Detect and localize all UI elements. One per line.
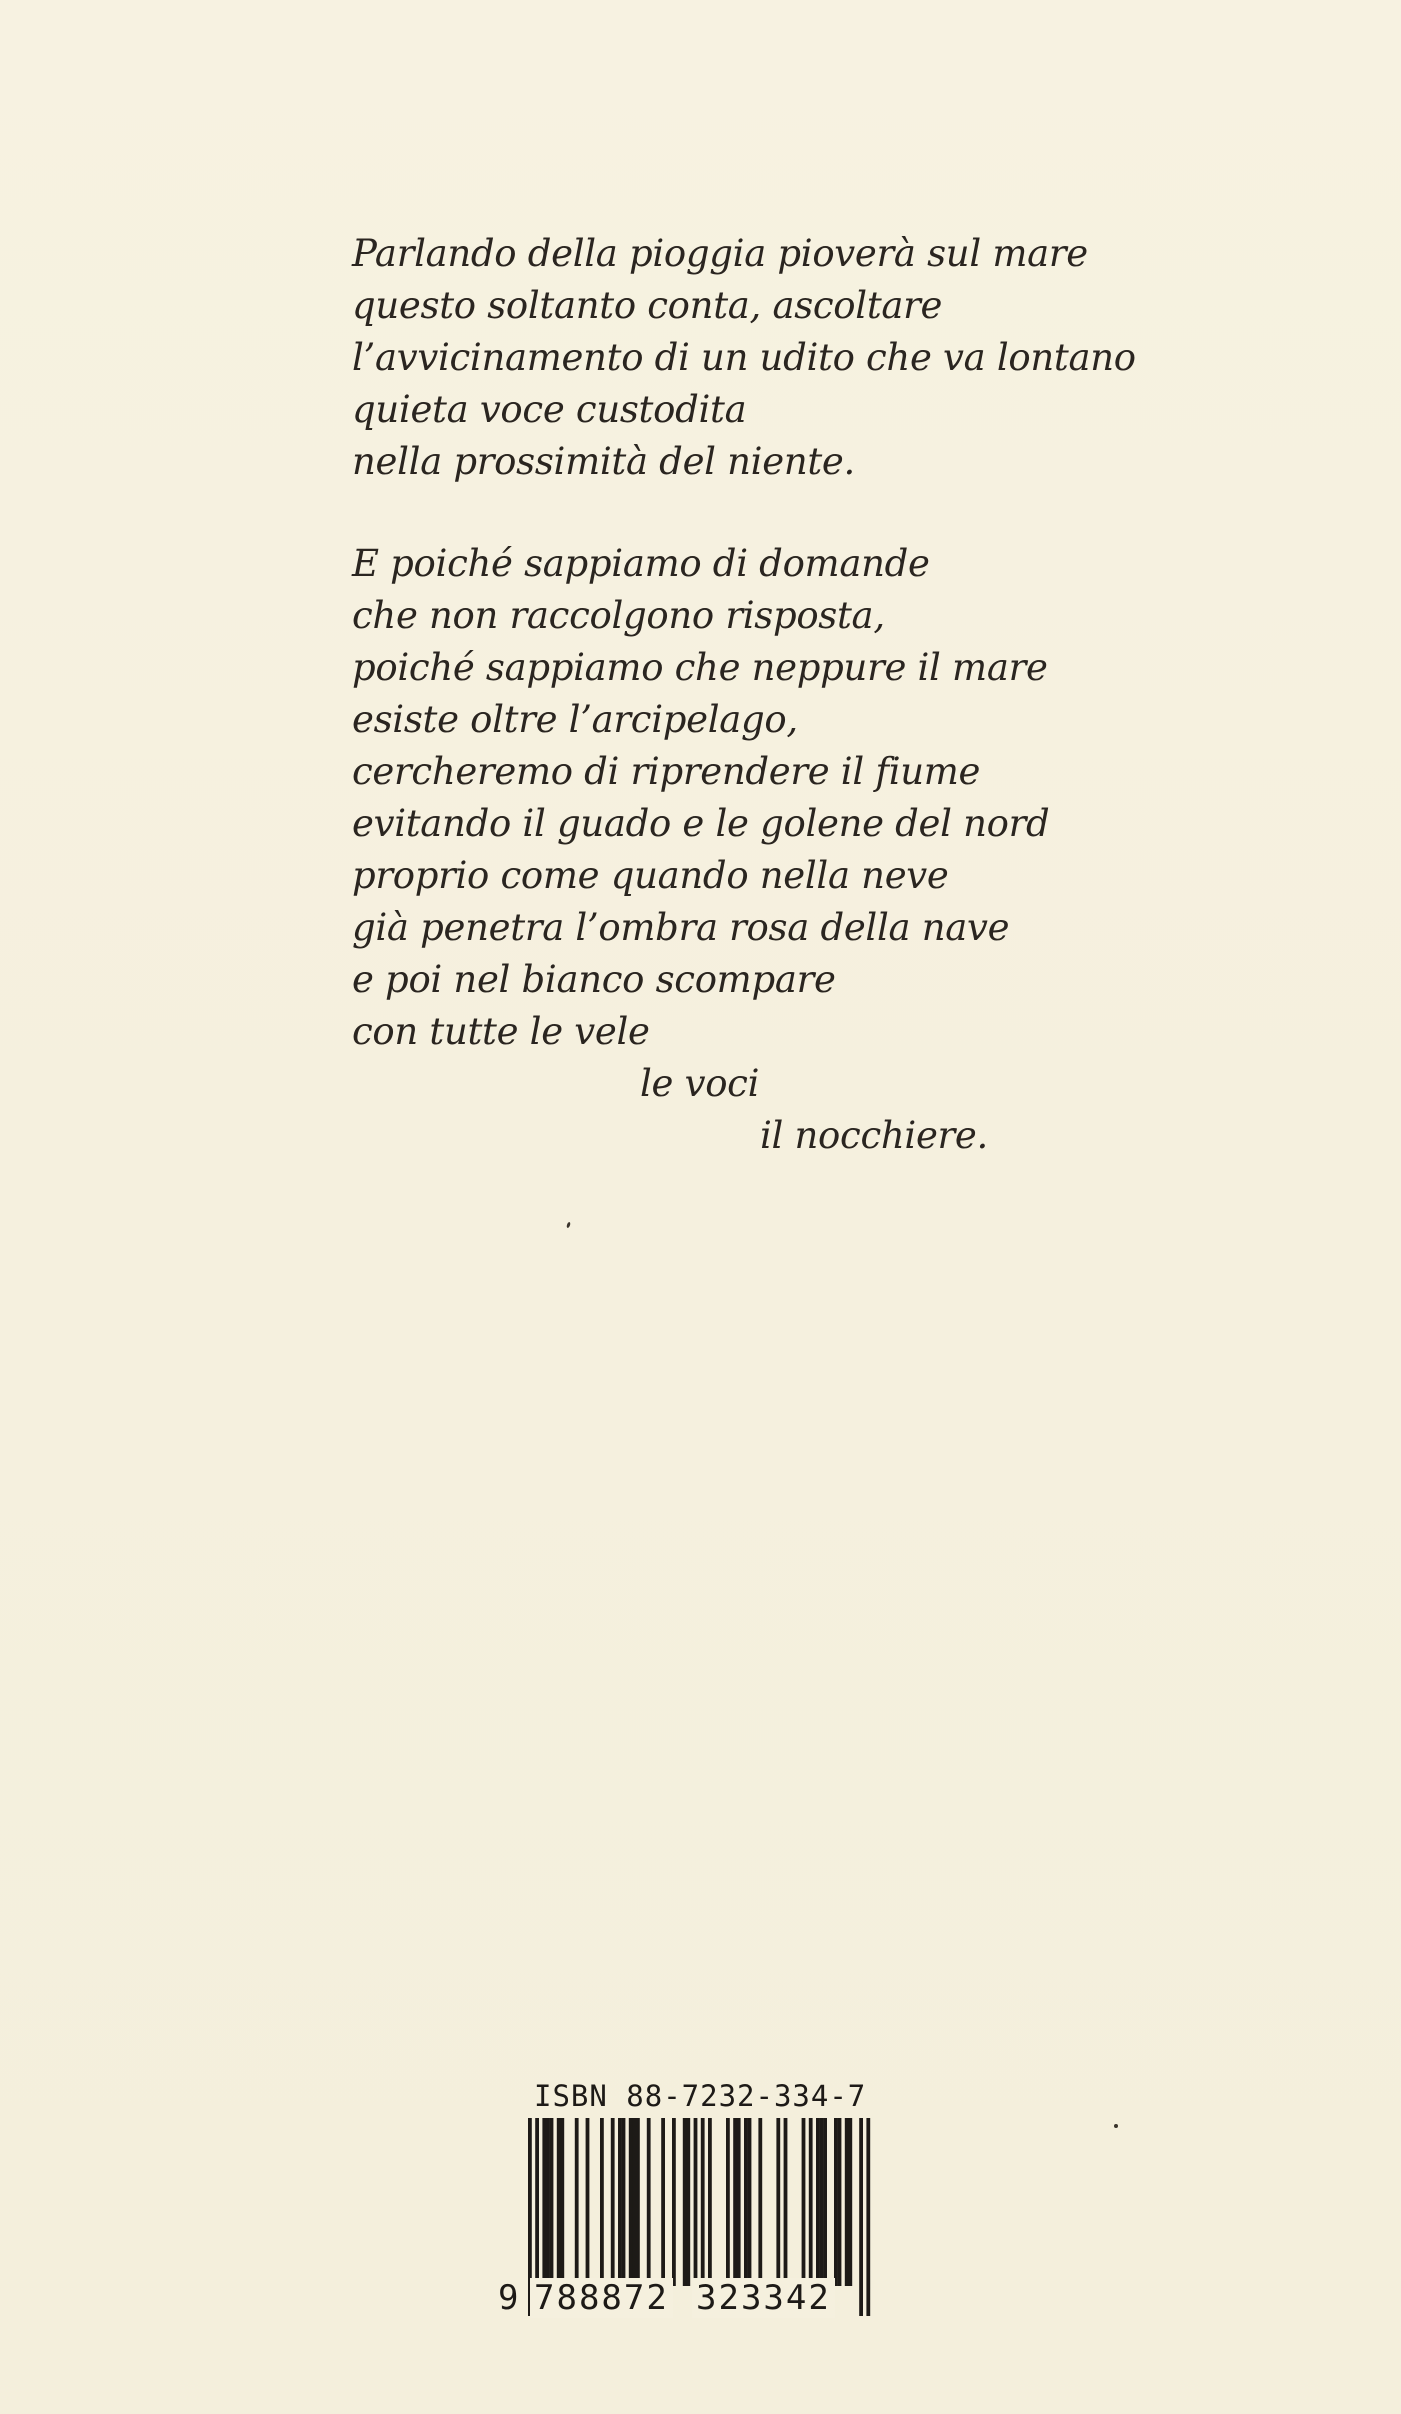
poem-line: esiste oltre l’arcipelago, bbox=[352, 698, 798, 741]
barcode-digit-lead: 9 bbox=[498, 2278, 519, 2318]
poem-line: che non raccolgono risposta, bbox=[352, 594, 885, 637]
poem-line: e poi nel bianco scompare bbox=[352, 958, 836, 1001]
barcode-bar bbox=[586, 2118, 590, 2286]
barcode-digits-left: 788872 bbox=[530, 2278, 673, 2318]
isbn-label: ISBN 88-7232-334-7 bbox=[534, 2079, 867, 2113]
poem-stanza-2 bbox=[352, 538, 1352, 1162]
barcode-bar bbox=[672, 2118, 676, 2286]
poem-line: con tutte le vele bbox=[352, 1010, 650, 1053]
poem-line-indented: il nocchiere. bbox=[760, 1114, 988, 1157]
barcode-bar bbox=[816, 2118, 820, 2286]
barcode-bar bbox=[802, 2118, 806, 2286]
barcode-bar bbox=[834, 2118, 838, 2286]
barcode-bar bbox=[575, 2118, 579, 2286]
barcode-bar bbox=[550, 2118, 554, 2286]
barcode-bar bbox=[636, 2118, 640, 2286]
barcode-bar bbox=[820, 2118, 824, 2286]
barcode-bar bbox=[845, 2118, 849, 2286]
barcode-bar bbox=[686, 2118, 690, 2286]
barcode-bar bbox=[744, 2118, 748, 2286]
poem-line: quieta voce custodita bbox=[352, 388, 747, 431]
barcode-bar bbox=[557, 2118, 561, 2286]
barcode-bar bbox=[600, 2118, 604, 2286]
barcode-bar bbox=[848, 2118, 852, 2286]
barcode-bar bbox=[809, 2118, 813, 2286]
poem-line: cercheremo di riprendere il fiume bbox=[352, 750, 981, 793]
barcode-bar bbox=[632, 2118, 636, 2286]
poem bbox=[352, 228, 1352, 1162]
barcode-bar bbox=[708, 2118, 712, 2286]
poem-line: E poiché sappiamo di domande bbox=[352, 542, 930, 585]
barcode-number bbox=[498, 2278, 898, 2328]
barcode-bar bbox=[542, 2118, 546, 2286]
barcode-bar bbox=[784, 2118, 788, 2286]
barcode-bar bbox=[737, 2118, 741, 2286]
poem-line: questo soltanto conta, ascoltare bbox=[352, 284, 943, 327]
poem-line-indented: le voci bbox=[640, 1062, 760, 1105]
barcode-bar bbox=[622, 2118, 626, 2286]
barcode-bar bbox=[758, 2118, 762, 2286]
poem-line: già penetra l’ombra rosa della nave bbox=[352, 906, 1010, 949]
poem-line: poiché sappiamo che neppure il mare bbox=[352, 646, 1048, 689]
barcode-bar bbox=[776, 2118, 780, 2286]
poem-line: l’avvicinamento di un udito che va lontano bbox=[352, 336, 1136, 379]
barcode-bar bbox=[647, 2118, 651, 2286]
poem-line: Parlando della pioggia pioverà sul mare bbox=[352, 232, 1088, 275]
barcode-bar bbox=[560, 2118, 564, 2286]
barcode-bar bbox=[629, 2118, 633, 2286]
barcode-bar bbox=[546, 2118, 550, 2286]
barcode-digits-right: 323342 bbox=[692, 2278, 835, 2318]
barcode-bar bbox=[726, 2118, 730, 2286]
barcode-bar bbox=[683, 2118, 687, 2286]
barcode-bar bbox=[823, 2118, 827, 2286]
poem-line: proprio come quando nella neve bbox=[352, 854, 949, 897]
barcode-bar bbox=[618, 2118, 622, 2286]
poem-line: nella prossimità del niente. bbox=[352, 440, 855, 483]
barcode-bar bbox=[611, 2118, 615, 2286]
barcode-bar bbox=[733, 2118, 737, 2286]
paper-speck bbox=[1114, 2124, 1118, 2128]
paper-speck bbox=[566, 1222, 571, 1229]
barcode-bar bbox=[661, 2118, 665, 2286]
poem-stanza-1 bbox=[352, 228, 1352, 488]
poem-line: evitando il guado e le golene del nord bbox=[352, 802, 1050, 845]
barcode-bar bbox=[748, 2118, 752, 2286]
barcode-bar bbox=[838, 2118, 842, 2286]
